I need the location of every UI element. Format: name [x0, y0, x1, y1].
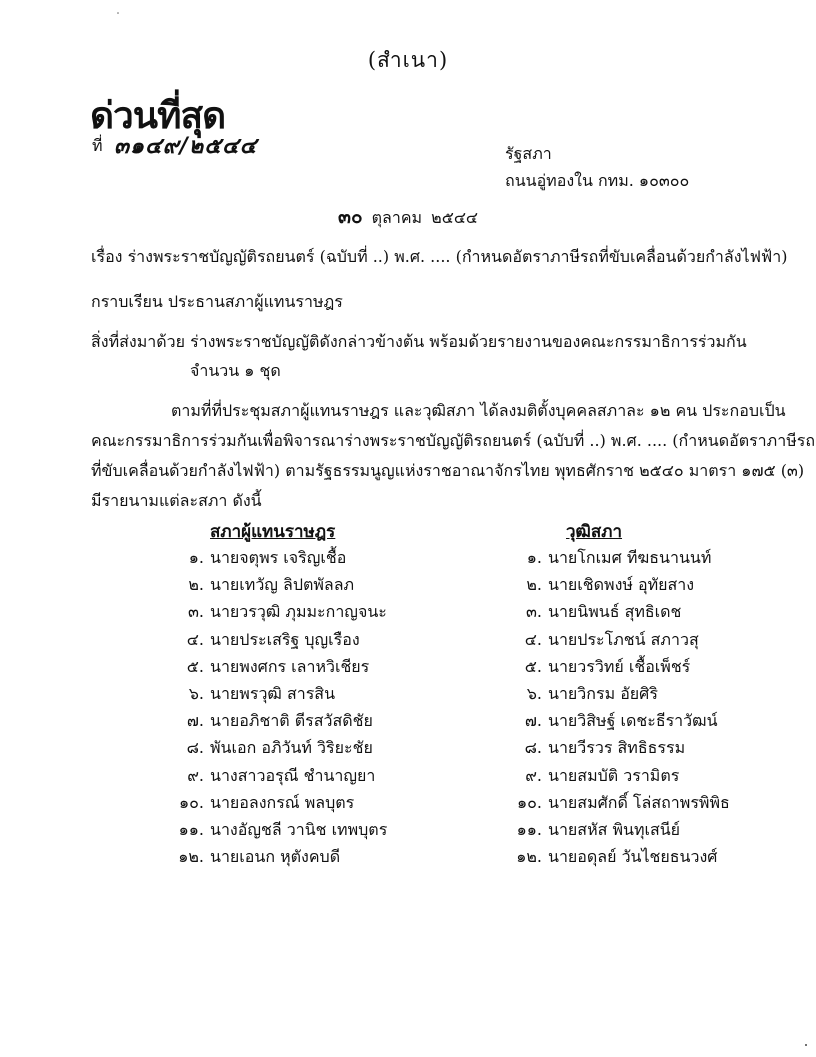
senate-heading: วุฒิสภา [566, 522, 623, 542]
list-item: ๙. นายสมบัติ วรามิตร [525, 765, 680, 785]
subject-line: เรื่อง ร่างพระราชบัญญัติรถยนตร์ (ฉบับที่ ..) พ.ศ. .... (กำหนดอัตราภาษีรถที่ขับเคลื่อนด้วยกำลังไฟฟ้า) [91, 247, 788, 266]
list-item: ๑๒. นายเอนก หุตังคบดี [178, 847, 341, 867]
list-item: ๑๒. นายอดุลย์ วันไชยธนวงศ์ [516, 847, 718, 867]
body-line: คณะกรรมาธิการร่วมกันเพื่อพิจารณาร่างพระราชบัญญัติรถยนตร์ (ฉบับที่ ..) พ.ศ. .... (กำหนดอัตราภาษีรถ [91, 431, 816, 450]
sender-org: รัฐสภา [505, 144, 552, 163]
list-item: ๑๑. นางอัญชลี วานิช เทพบุตร [178, 819, 388, 839]
list-item: ๗. นายวิสิษฐ์ เดชะธีราวัฒน์ [524, 711, 718, 731]
body-line: มีรายนามแต่ละสภา ดังนี้ [91, 491, 262, 510]
list-item: ๘. นายวีรวร สิทธิธรรม [524, 738, 686, 758]
list-item: ๗. นายอภิชาติ ตีรสวัสดิชัย [186, 711, 373, 731]
list-item: ๖. นายพรวุฒิ สารสิน [188, 683, 336, 703]
addressee-line: กราบเรียน ประธานสภาผู้แทนราษฎร [91, 292, 343, 311]
copy-mark: (สำเนา) [367, 48, 449, 72]
doc-number: ๓๑๔๙/๒๕๔๔ [114, 134, 258, 159]
doc-number-label: ที่ [92, 136, 103, 155]
list-item: ๕. นายพงศกร เลาหวิเชียร [186, 656, 370, 676]
list-item: ๑๐. นายสมศักดิ์ โล่สถาพรพิพิธ [516, 792, 730, 812]
list-item: ๓. นายนิพนธ์ สุทธิเดช [525, 602, 682, 622]
body-line: ที่ขับเคลื่อนด้วยกำลังไฟฟ้า) ตามรัฐธรรมนูญแห่งราชอาณาจักรไทย พุทธศักราช ๒๕๔๐ มาตรา ๑๗๕ (๓) [91, 461, 805, 480]
list-item: ๒. นายเทวัญ ลิปตพัลลภ [188, 575, 355, 595]
list-item: ๔. นายประโภชน์ สภาวสุ [524, 629, 699, 649]
house-of-representatives-heading: สภาผู้แทนราษฎร [210, 522, 336, 542]
list-item: ๑. นายโกเมศ ทีฆธนานนท์ [526, 548, 712, 567]
list-item: ๕. นายวรวิทย์ เชื้อเพ็ชร์ [524, 656, 691, 676]
list-item: ๙. นางสาวอรุณี ชำนาญยา [187, 765, 376, 785]
date-month-year: ตุลาคม ๒๕๔๔ [371, 208, 479, 227]
date-day: ๓๐ [337, 206, 363, 228]
list-item: ๑๐. นายอลงกรณ์ พลบุตร [178, 792, 355, 812]
list-item: ๖. นายวิกรม อัยศิริ [526, 683, 658, 703]
list-item: ๔. นายประเสริฐ บุญเรือง [186, 629, 360, 649]
enclosure-quantity: จำนวน ๑ ชุด [190, 361, 281, 380]
urgency-stamp: ด่วนที่สุด [90, 94, 226, 137]
enclosure-line: สิ่งที่ส่งมาด้วย ร่างพระราชบัญญัติดังกล่าวข้างต้น พร้อมด้วยรายงานของคณะกรรมาธิการร่วมกัน [91, 332, 747, 351]
list-item: ๒. นายเชิดพงษ์ อุทัยสาง [526, 575, 695, 595]
list-item: ๓. นายวรวุฒิ ภุมมะกาญจนะ [187, 602, 387, 622]
list-item: ๑๑. นายสหัส พินทุเสนีย์ [516, 819, 681, 839]
sender-address: ถนนอู่ทองใน กทม. ๑๐๓๐๐ [505, 171, 690, 190]
body-line: ตามที่ที่ประชุมสภาผู้แทนราษฎร และวุฒิสภา ได้ลงมติตั้งบุคคลสภาละ ๑๒ คน ประกอบเป็น [171, 401, 786, 420]
list-item: ๑. นายจตุพร เจริญเชื้อ [188, 548, 347, 567]
list-item: ๘. พันเอก อภิวันท์ วิริยะชัย [186, 738, 373, 758]
